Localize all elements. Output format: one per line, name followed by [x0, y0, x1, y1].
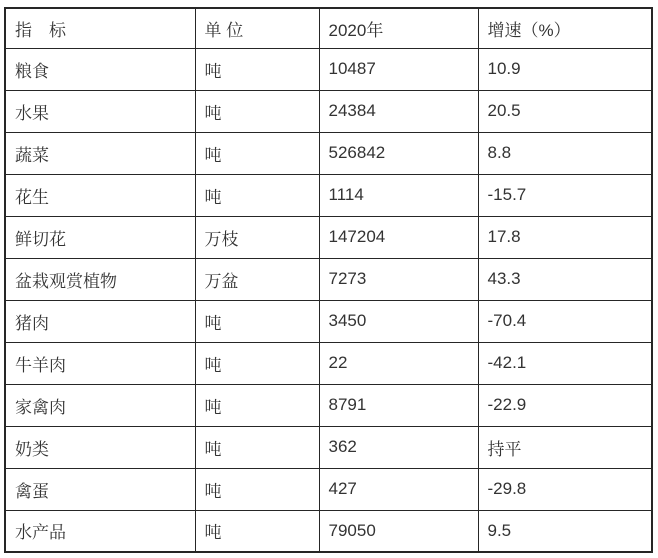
cell-growth: 17.8	[478, 216, 652, 258]
cell-indicator: 蔬菜	[5, 132, 195, 174]
cell-value: 10487	[319, 48, 478, 90]
cell-unit: 吨	[195, 48, 319, 90]
cell-growth: -29.8	[478, 468, 652, 510]
cell-indicator: 粮食	[5, 48, 195, 90]
cell-value: 427	[319, 468, 478, 510]
statistics-table	[4, 7, 653, 553]
cell-unit: 吨	[195, 90, 319, 132]
cell-indicator: 猪肉	[5, 300, 195, 342]
cell-indicator: 水果	[5, 90, 195, 132]
column-header-growth: 增速（%）	[478, 8, 652, 48]
table-row	[5, 48, 652, 90]
cell-value: 147204	[319, 216, 478, 258]
cell-value: 79050	[319, 510, 478, 552]
cell-indicator: 盆栽观赏植物	[5, 258, 195, 300]
cell-value: 24384	[319, 90, 478, 132]
table-row	[5, 510, 652, 552]
cell-indicator: 奶类	[5, 426, 195, 468]
cell-growth: -22.9	[478, 384, 652, 426]
table-row	[5, 216, 652, 258]
cell-growth: 43.3	[478, 258, 652, 300]
cell-unit: 万枝	[195, 216, 319, 258]
cell-value: 1114	[319, 174, 478, 216]
table-row	[5, 258, 652, 300]
cell-indicator: 鲜切花	[5, 216, 195, 258]
cell-growth: 8.8	[478, 132, 652, 174]
table-row	[5, 300, 652, 342]
cell-value: 7273	[319, 258, 478, 300]
column-header-value: 2020年	[319, 8, 478, 48]
cell-indicator: 家禽肉	[5, 384, 195, 426]
column-header-unit: 单 位	[195, 8, 319, 48]
cell-unit: 吨	[195, 132, 319, 174]
cell-growth: 20.5	[478, 90, 652, 132]
cell-unit: 万盆	[195, 258, 319, 300]
table-row	[5, 90, 652, 132]
cell-unit: 吨	[195, 342, 319, 384]
table-row	[5, 426, 652, 468]
cell-indicator: 花生	[5, 174, 195, 216]
header-row	[5, 8, 652, 48]
table-row	[5, 132, 652, 174]
cell-value: 362	[319, 426, 478, 468]
cell-unit: 吨	[195, 174, 319, 216]
cell-unit: 吨	[195, 426, 319, 468]
cell-indicator: 牛羊肉	[5, 342, 195, 384]
cell-growth: -70.4	[478, 300, 652, 342]
column-header-indicator: 指 标	[5, 8, 195, 48]
table-body	[5, 48, 652, 552]
table-row	[5, 384, 652, 426]
table-row	[5, 174, 652, 216]
table-row	[5, 342, 652, 384]
cell-unit: 吨	[195, 468, 319, 510]
cell-growth: 持平	[478, 426, 652, 468]
cell-growth: -15.7	[478, 174, 652, 216]
cell-unit: 吨	[195, 384, 319, 426]
cell-growth: 9.5	[478, 510, 652, 552]
cell-unit: 吨	[195, 300, 319, 342]
cell-value: 526842	[319, 132, 478, 174]
cell-value: 8791	[319, 384, 478, 426]
cell-unit: 吨	[195, 510, 319, 552]
table-header	[5, 8, 652, 48]
cell-value: 22	[319, 342, 478, 384]
cell-growth: 10.9	[478, 48, 652, 90]
cell-indicator: 禽蛋	[5, 468, 195, 510]
cell-growth: -42.1	[478, 342, 652, 384]
cell-indicator: 水产品	[5, 510, 195, 552]
table-row	[5, 468, 652, 510]
cell-value: 3450	[319, 300, 478, 342]
